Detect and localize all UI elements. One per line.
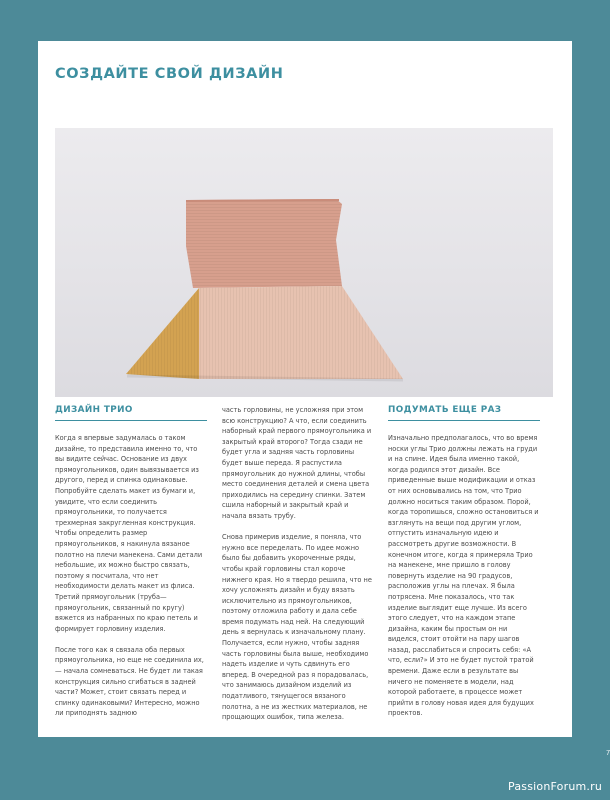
paragraph: Когда я впервые задумалась о таком дизайне, то представила именно то, что вы видите сейчас. Основание из двух прямоугольников, один вывязывается из другого, перед и спинка одинаковые. Попробуйте сделать макет из бумаги и, увидите, что если соединить прямоугольники, то получается трехмерная закругленная конструкция. Чтобы определить размер прямоугольников, я накинула вязаное полотно на плечи манекена. Сами детали небольшие, их можно быстро связать, поэтому я посчитала, что нет необходимости делать макет из флиса. Третий прямоугольник (труба—прямоугольник, связанный по кругу) вяжется из набранных по краю петель и формирует горловину изделия. — [55, 434, 203, 633]
magazine-page — [38, 41, 572, 737]
page-title: СОЗДАЙТЕ СВОЙ ДИЗАЙН — [55, 66, 284, 82]
column-2 — [222, 405, 374, 733]
paragraph: После того как я связала оба первых прямоугольника, но еще не соединила их, — начала сомневаться. Не будет ли такая конструкция сильно сгибаться в задней части? Может, стоит связать перед и спинку одинаковыми? Интересно, можно ли приподнять заднюю — [55, 645, 204, 718]
knitted-piece-illustration — [55, 128, 553, 397]
section-heading-trio: ДИЗАЙН ТРИО — [55, 405, 207, 421]
watermark: PassionForum.ru — [508, 780, 602, 793]
column-3 — [388, 405, 540, 730]
paragraph: Изначально предполагалось, что во время носки углы Трио должны лежать на груди и на спине. Идея была именно такой, когда родился этот дизайн. Все приведенные выше модификации и отказ от них основывались на том, что Трио должно носиться таким образом. Порой, когда торопишься, сложно остановиться и взглянуть на вещи под другим углом, отпустить изначальную идею и рассмотреть другие возможности. В конечном итоге, когда я примеряла Трио на манекене, мне пришло в голову повернуть изделие на 90 градусов, расположив углы на плечах. Я была потрясена. Мне показалось, что так изделие выглядит еще лучше. Из всего этого следует, что на каждом этапе дизайна, каким бы простым он ни виделся, стоит отойти на пару шагов назад, расслабиться и спросить себя: «А что, если?» И это не будет пустой тратой времени. Даже если в результате вы ничего не поменяете в модели, над которой работаете, в процессе может прийти в голову новая идея для будущих проектов. — [388, 434, 539, 718]
paragraph: часть горловины, не усложняя при этом всю конструкцию? А что, если соединить наборный край первого прямоугольника и закрытый край второго? Тогда сзади не будет угла и задняя часть горловины будет выше переда. Я распустила прямоугольник до нужной длины, чтобы место соединения деталей и смена цвета приходились на середину спинки. Затем сшила наборный и закрытый край и начала вязать трубу. — [222, 406, 372, 520]
column-1 — [55, 405, 207, 730]
paragraph: Снова примерив изделие, я поняла, что нужно все переделать. По идее можно было бы добавить укороченные ряды, чтобы край горловины стал короче нижнего края. Но я твердо решила, что не хочу усложнять дизайн и буду вязать исключительно из прямоугольников, поэтому отложила работу и дала себе время подумать над ней. На следующий день я вернулась к изначальному плану. Получается, если нужно, чтобы задняя часть горловины была выше, необходимо надеть изделие и чуть сдвинуть его вперед. В очередной раз я порадовалась, что занимаюсь дизайном изделий из податливого, тянущегося вязаного полотна, а не из жестких материалов, не прощающих ошибок, типа железа. — [222, 533, 372, 722]
knitted-piece-photo — [55, 128, 553, 397]
section-heading-rethink: ПОДУМАТЬ ЕЩЕ РАЗ — [388, 405, 540, 421]
page-number: 7 — [606, 750, 610, 757]
